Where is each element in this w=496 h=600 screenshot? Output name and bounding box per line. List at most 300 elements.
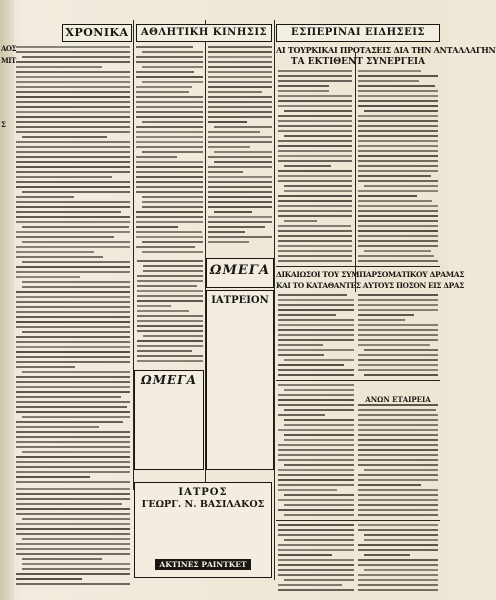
text-line [16, 256, 103, 258]
text-line [278, 554, 332, 556]
text-line [358, 255, 434, 257]
text-line [278, 145, 352, 147]
text-line [16, 326, 130, 328]
text-line [214, 161, 272, 163]
text-line [284, 579, 354, 581]
text-line [208, 96, 272, 98]
text-line [358, 334, 438, 336]
text-line [358, 479, 438, 481]
text-line [136, 181, 203, 183]
text-line [137, 275, 203, 277]
text-line [16, 126, 130, 128]
text-line [214, 126, 272, 128]
text-line [137, 300, 203, 302]
text-line [16, 573, 130, 575]
text-line [136, 231, 202, 233]
text-line [278, 529, 354, 531]
text-line [358, 309, 438, 311]
text-line [358, 574, 438, 576]
text-line [278, 255, 352, 257]
text-line [142, 201, 203, 203]
text-line [358, 170, 438, 172]
text-line [358, 319, 405, 321]
text-line [16, 201, 130, 203]
text-line [278, 140, 352, 142]
text-line [358, 544, 438, 546]
text-line [284, 494, 354, 496]
text-line [208, 76, 272, 78]
text-line [358, 145, 438, 147]
text-line [358, 414, 438, 416]
text-line [358, 364, 438, 366]
text-line [22, 136, 107, 138]
text-line [16, 436, 130, 438]
section-rule [276, 520, 440, 521]
text-line [358, 115, 438, 117]
text-line [278, 100, 352, 102]
text-line [278, 225, 351, 227]
text-line [358, 210, 438, 212]
text-line [358, 369, 438, 371]
text-line [278, 170, 352, 172]
text-line [143, 335, 203, 337]
text-line [142, 121, 203, 123]
text-line [136, 96, 203, 98]
text-line [136, 161, 203, 163]
text-line [284, 389, 354, 391]
edge-fragment: ΜΙΤ [1, 56, 16, 65]
text-line [358, 404, 438, 406]
text-line [278, 574, 354, 576]
text-line [358, 220, 438, 222]
text-line [358, 429, 438, 431]
text-line [278, 195, 352, 197]
text-line [358, 135, 438, 137]
text-line [16, 276, 80, 278]
text-line [16, 503, 122, 505]
text-line [22, 261, 130, 263]
text-line [208, 116, 272, 118]
text-line [22, 371, 130, 373]
text-line [136, 171, 203, 173]
text-line [137, 285, 197, 287]
text-line [208, 46, 272, 48]
ad-line: ΙΑΤΡΟΣ [178, 487, 228, 498]
text-line [364, 250, 431, 252]
text-line [16, 321, 130, 323]
text-line [16, 311, 130, 313]
text-line [278, 369, 354, 371]
text-line [208, 91, 262, 93]
text-line [358, 240, 438, 242]
text-line [16, 151, 130, 153]
text-line [16, 476, 90, 478]
second-headline-line1: ΔΙΚΑΙΩΣΟΙ ΤΟΥ ΣΥΜΠΑΡΣΟΜΑΤΙΚΟΥ ΔΡΑΜΑΣ [276, 270, 465, 279]
text-line [278, 489, 337, 491]
text-line [358, 439, 438, 441]
text-line [278, 215, 352, 217]
text-line [278, 319, 354, 321]
text-line [358, 195, 417, 197]
text-line [208, 146, 250, 148]
text-line [358, 584, 438, 586]
text-line [278, 404, 354, 406]
text-line [208, 81, 272, 83]
text-line [364, 110, 438, 112]
text-line [358, 359, 438, 361]
text-line [142, 66, 203, 68]
text-line [358, 474, 438, 476]
text-line [16, 301, 130, 303]
text-line [358, 419, 438, 421]
text-line [16, 161, 130, 163]
text-line [22, 558, 102, 560]
text-line [358, 95, 438, 97]
text-line [358, 100, 438, 102]
text-line [208, 111, 272, 113]
text-line [16, 271, 130, 273]
text-line [22, 331, 130, 333]
notice-title: ΑΝΩΝ ΕΤΑΙΡΕΙΑ [365, 395, 431, 404]
text-line [278, 160, 352, 162]
text-line [16, 336, 130, 338]
text-line [16, 406, 127, 408]
text-line [364, 349, 438, 351]
text-line [278, 125, 352, 127]
text-line [136, 111, 203, 113]
text-line [278, 329, 354, 331]
text-line [16, 251, 94, 253]
text-line [278, 150, 352, 152]
text-line [278, 414, 325, 416]
section-header-athletics: ΑΘΛΗΤΙΚΗ ΚΙΝΗΣΙΣ [136, 24, 272, 42]
text-line [358, 165, 438, 167]
section-header-evening-news: ΕΣΠΕΡΙΝΑΙ ΕΙΔΗΣΕΙΣ [276, 24, 440, 42]
text-line [16, 543, 130, 545]
text-line [358, 105, 438, 107]
text-line [208, 66, 272, 68]
text-line [278, 349, 354, 351]
section-rule [276, 380, 440, 381]
text-line [16, 391, 130, 393]
text-line [358, 524, 438, 526]
text-line [16, 481, 130, 483]
text-line [208, 156, 272, 158]
text-line [208, 141, 272, 143]
text-line [16, 106, 130, 108]
text-line [208, 136, 272, 138]
text-line [208, 221, 272, 223]
ad-iatreion [206, 290, 274, 470]
text-line [358, 564, 438, 566]
text-line [22, 518, 130, 520]
text-line [278, 564, 354, 566]
text-line [278, 394, 354, 396]
text-line [208, 71, 272, 73]
text-line [208, 121, 247, 123]
text-line [16, 396, 121, 398]
text-line [16, 411, 130, 413]
text-line [16, 296, 130, 298]
text-line [284, 359, 354, 361]
text-line [278, 364, 344, 366]
text-line [358, 459, 438, 461]
text-line [278, 85, 329, 87]
text-line [22, 416, 130, 418]
section-header-chronika: ΧΡΟΝΙΚΑ [62, 24, 132, 42]
text-line [136, 156, 177, 158]
text-line [16, 386, 130, 388]
text-line [208, 181, 272, 183]
text-line [278, 544, 354, 546]
text-line [136, 186, 203, 188]
text-line [278, 524, 354, 526]
text-line [278, 240, 352, 242]
text-line [16, 206, 130, 208]
text-line [208, 86, 272, 88]
text-line [278, 584, 342, 586]
ad-line: ΓΕΩΡΓ. Ν. ΒΑΣΙΛΑΚΟΣ [141, 499, 265, 510]
text-line [284, 464, 354, 466]
text-line [143, 265, 203, 267]
text-line [278, 120, 352, 122]
text-line [16, 366, 75, 368]
text-line [358, 175, 431, 177]
text-line [142, 206, 203, 208]
text-line [16, 171, 130, 173]
text-line [278, 374, 354, 376]
text-line [278, 175, 352, 177]
text-line [278, 250, 352, 252]
text-line [22, 241, 130, 243]
text-line [16, 431, 130, 433]
text-line [208, 131, 260, 133]
text-line [136, 216, 203, 218]
text-line [358, 484, 421, 486]
text-line [358, 489, 438, 491]
text-line [364, 185, 438, 187]
text-line [16, 356, 130, 358]
text-line [278, 324, 354, 326]
text-line [208, 226, 265, 228]
text-line [278, 70, 352, 72]
text-line [278, 299, 354, 301]
ad-banner: ΑΚΤΙΝΕΣ ΡΑΙΝΤΚΕΤ [155, 559, 251, 570]
text-line [137, 310, 189, 312]
text-line [278, 304, 354, 306]
text-line [358, 559, 438, 561]
text-line [278, 559, 354, 561]
text-line [16, 211, 121, 213]
text-line [16, 341, 130, 343]
text-line [16, 266, 130, 268]
text-line [358, 80, 419, 82]
text-line [16, 493, 130, 495]
text-line [16, 86, 130, 88]
text-line [16, 466, 130, 468]
text-line [278, 95, 352, 97]
headline-rule [276, 266, 440, 267]
text-line [278, 429, 354, 431]
text-line [136, 221, 203, 223]
text-line [22, 563, 130, 565]
text-line [136, 191, 203, 193]
ad-title: ΙΑΤΡΕΙΟΝ [211, 295, 269, 306]
text-line [16, 291, 130, 293]
text-line [16, 186, 130, 188]
text-line [358, 200, 432, 202]
text-line [284, 409, 354, 411]
text-line [16, 181, 130, 183]
main-headline-line2: ΤΑ ΕΚΤΙΘΕΝΤ ΣΥΝΕΡΓΕΙΑ [290, 57, 426, 67]
text-line [278, 180, 352, 182]
text-line [16, 231, 130, 233]
text-line [358, 329, 438, 331]
text-line [136, 46, 193, 48]
text-line [358, 140, 438, 142]
text-line [358, 70, 421, 72]
main-headline-line1: ΑΙ ΤΟΥΡΚΙΚΑΙ ΠΡΟΤΑΣΕΙΣ ΔΙΑ ΤΗΝ ΑΝΤΑΛΛΑΓΗΝ [276, 45, 496, 55]
text-line [136, 146, 203, 148]
text-line [358, 589, 438, 591]
text-line [278, 80, 352, 82]
text-line [16, 96, 130, 98]
ad-title: ΩΜΕΓΑ [141, 373, 197, 387]
text-line [278, 534, 354, 536]
text-line [278, 130, 352, 132]
text-line [278, 459, 354, 461]
text-line [16, 488, 130, 490]
second-headline-line2: ΚΑΙ ΤΟ ΚΑΤΑΘΑΝΤΕΣ ΑΥΤΟΥΣ ΠΟΣΟΝ ΕΙΣ ΔΡΑΣ [276, 281, 464, 290]
text-line [284, 110, 352, 112]
text-line [278, 569, 354, 571]
ad-omega-top [206, 258, 274, 288]
text-line [208, 191, 272, 193]
text-line [16, 146, 130, 148]
text-line [16, 131, 130, 133]
column-rule [355, 52, 356, 292]
text-line [208, 171, 243, 173]
text-line [278, 245, 352, 247]
text-line [16, 508, 130, 510]
text-line [278, 155, 352, 157]
text-line [208, 206, 272, 208]
text-line [284, 135, 352, 137]
text-line [136, 166, 203, 168]
text-line [137, 280, 203, 282]
text-line [358, 130, 438, 132]
text-line [16, 236, 114, 238]
text-line [16, 498, 130, 500]
text-line [358, 85, 435, 87]
text-line [284, 514, 354, 516]
text-line [358, 339, 438, 341]
text-line [278, 499, 354, 501]
text-line [16, 346, 130, 348]
text-line [284, 220, 317, 222]
text-line [278, 260, 352, 262]
text-line [358, 514, 438, 516]
text-line [136, 246, 195, 248]
text-line [284, 165, 331, 167]
text-line [358, 260, 438, 262]
text-line [284, 419, 354, 421]
text-line [208, 186, 272, 188]
text-line [16, 166, 130, 168]
text-line [278, 589, 354, 591]
ad-iatros [134, 482, 272, 578]
text-line [358, 464, 438, 466]
text-line [16, 306, 130, 308]
text-line [22, 451, 130, 453]
text-line [358, 125, 438, 127]
text-line [208, 101, 272, 103]
text-line [137, 325, 203, 327]
text-line [16, 121, 130, 123]
text-line [358, 449, 438, 451]
text-line [358, 205, 438, 207]
text-line [278, 474, 354, 476]
ad-omega-left [134, 370, 204, 470]
text-line [16, 66, 102, 68]
text-line [16, 381, 130, 383]
text-line [358, 120, 438, 122]
text-line [22, 226, 129, 228]
text-line [214, 211, 252, 213]
text-line [358, 294, 438, 296]
column-rule [274, 20, 275, 580]
text-line [358, 75, 438, 77]
text-line [208, 231, 245, 233]
text-line [16, 421, 123, 423]
text-line [278, 354, 324, 356]
text-line [278, 115, 352, 117]
text-line [358, 304, 438, 306]
text-line [278, 200, 352, 202]
text-line [278, 479, 354, 481]
text-line [358, 409, 436, 411]
text-line [358, 454, 438, 456]
text-line [16, 523, 130, 525]
text-line [358, 499, 438, 501]
text-line [278, 205, 352, 207]
text-line [16, 101, 130, 103]
text-line [136, 71, 194, 73]
text-line [278, 314, 336, 316]
text-line [137, 355, 203, 357]
text-line [16, 246, 130, 248]
text-line [16, 426, 99, 428]
text-line [16, 446, 130, 448]
text-line [16, 441, 130, 443]
text-line [208, 176, 272, 178]
text-line [136, 91, 189, 93]
text-line [358, 504, 438, 506]
text-line [358, 579, 438, 581]
text-line [358, 155, 438, 157]
text-line [278, 444, 354, 446]
text-line [16, 141, 130, 143]
text-line [358, 235, 438, 237]
text-line [208, 201, 272, 203]
text-line [136, 141, 203, 143]
text-line [278, 484, 354, 486]
text-line [137, 330, 203, 332]
text-line [278, 339, 354, 341]
text-line [142, 196, 203, 198]
text-line [358, 494, 438, 496]
text-line [278, 509, 354, 511]
